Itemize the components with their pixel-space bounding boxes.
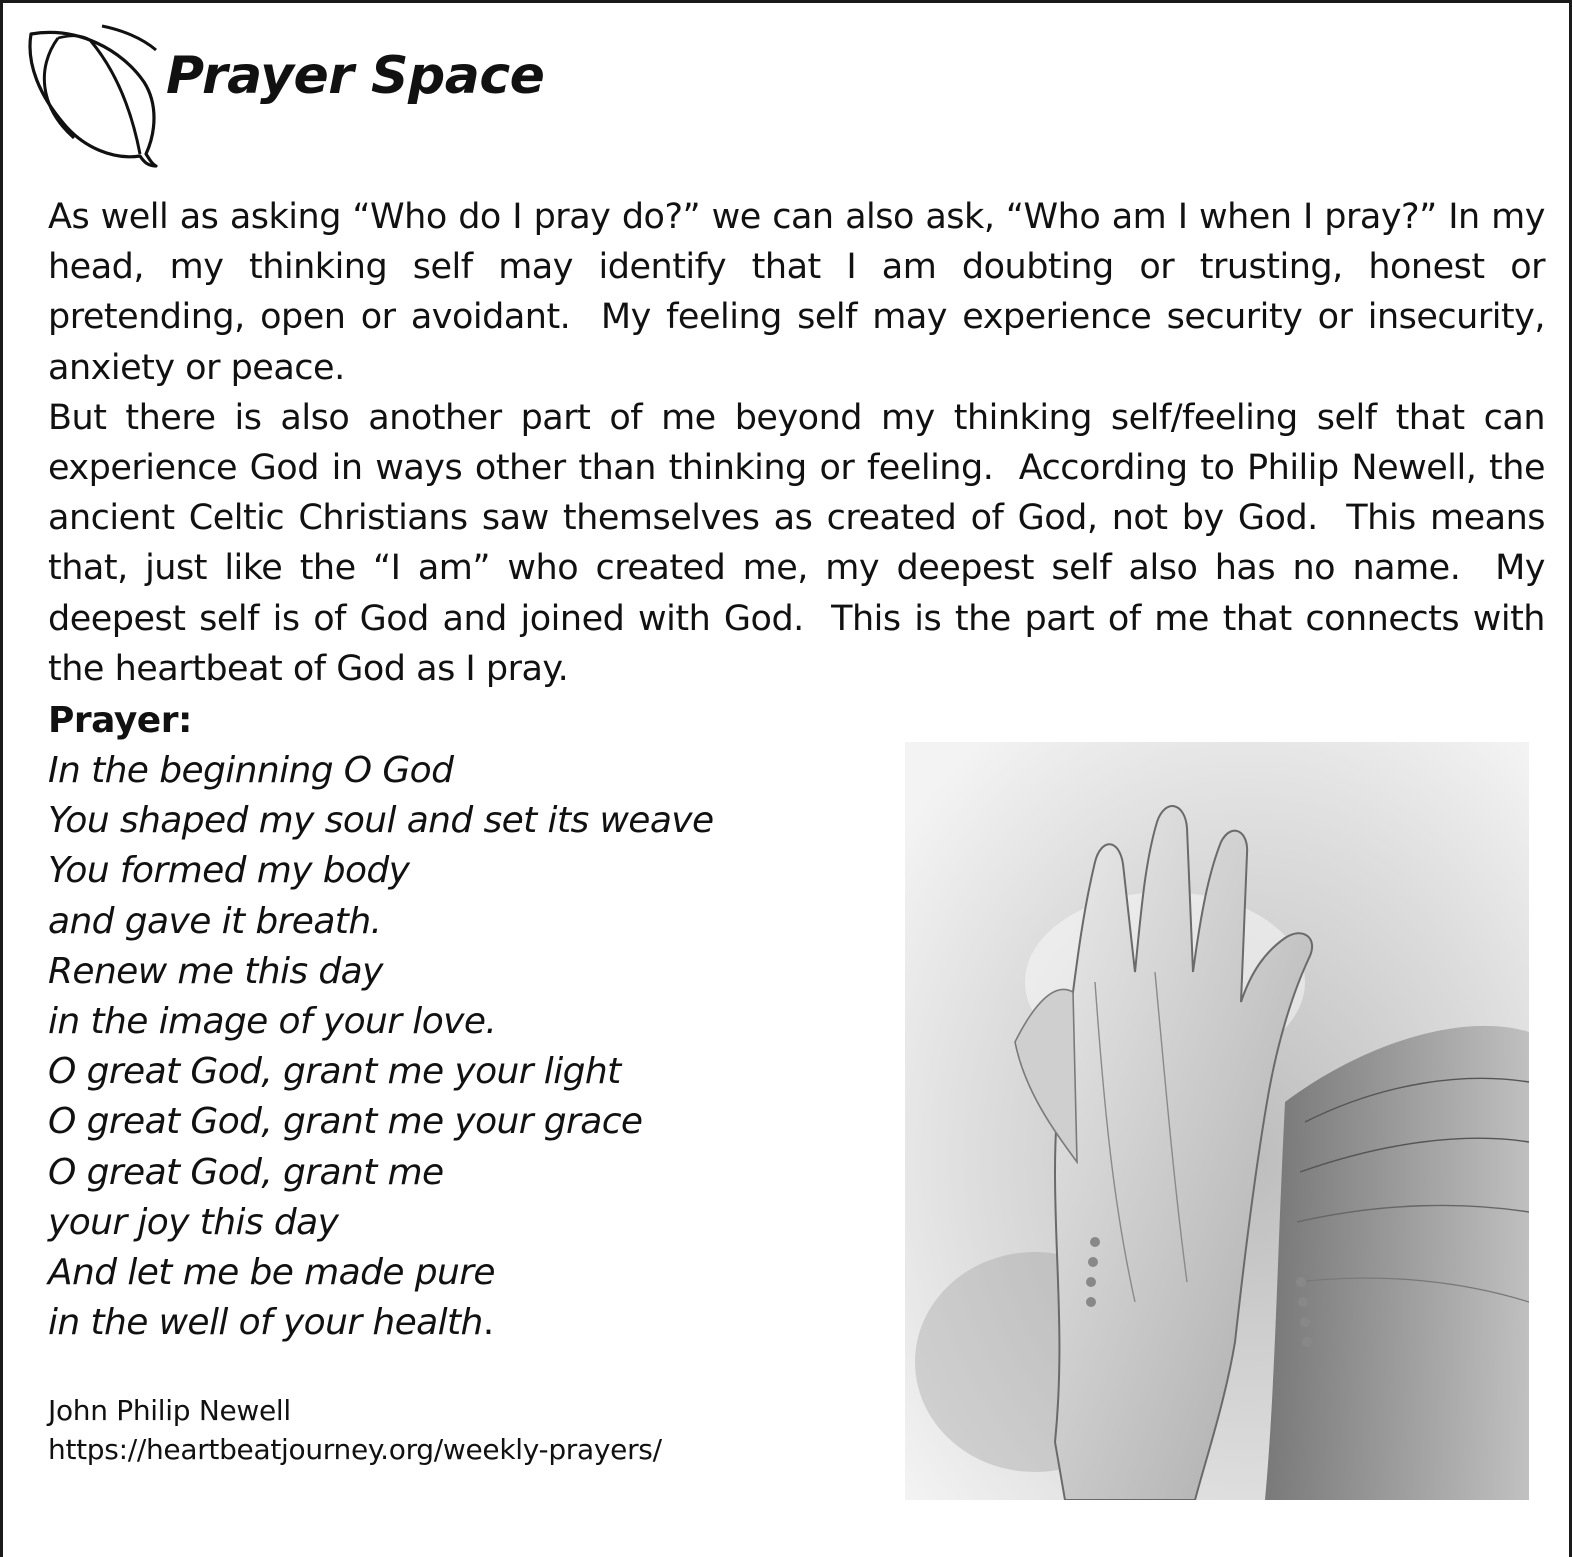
prayer-line: You shaped my soul and set its weave bbox=[48, 800, 714, 842]
prayer-line: O great God, grant me bbox=[48, 1151, 444, 1193]
prayer-line: and gave it breath. bbox=[48, 900, 382, 942]
leaf-icon bbox=[18, 20, 160, 170]
credit-url: https://heartbeatjourney.org/weekly-prayers/ bbox=[48, 1433, 662, 1466]
prayer-line-text: in the well of your health bbox=[48, 1302, 483, 1344]
prayer-line: your joy this day bbox=[48, 1201, 339, 1243]
prayer-line: O great God, grant me your light bbox=[48, 1051, 621, 1093]
prayer-line: Renew me this day bbox=[48, 950, 383, 992]
prayer-lines bbox=[48, 746, 714, 1348]
prayer-line: O great God, grant me your grace bbox=[48, 1101, 643, 1143]
credit-author: John Philip Newell bbox=[48, 1394, 291, 1427]
page-title: Prayer Space bbox=[166, 46, 545, 106]
prayer-line: You formed my body bbox=[48, 850, 410, 892]
credit bbox=[48, 1391, 662, 1469]
prayer-line: And let me be made pure bbox=[48, 1252, 495, 1294]
body-paragraph: As well as asking “Who do I pray do?” we can also ask, “Who am I when I pray?” In my head, my thinking self may identify that I am doubting or trusting, honest or pretending, open or avoidant. My feeling self may experience security or insecurity, anxiety or peace. bbox=[48, 197, 1545, 388]
prayer-line bbox=[48, 1298, 714, 1348]
prayer-line-period: . bbox=[482, 1302, 494, 1344]
prayer-line: In the beginning O God bbox=[48, 750, 454, 791]
body-text bbox=[48, 192, 1545, 694]
praying-hands-illustration bbox=[905, 742, 1529, 1500]
body-paragraph: But there is also another part of me beyond my thinking self/feeling self that can experience God in ways other than thinking or feeling. According to Philip Newell, the ancient Celtic Christians saw themselves as created of God, not by God. This means that, just like the “I am” who created me, my deepest self also has no name. My deepest self is of God and joined with God. This is the part of me that connects with the heartbeat of God as I pray. bbox=[48, 397, 1545, 689]
prayer-heading: Prayer: bbox=[48, 700, 192, 741]
prayer-line: in the image of your love. bbox=[48, 1001, 497, 1043]
